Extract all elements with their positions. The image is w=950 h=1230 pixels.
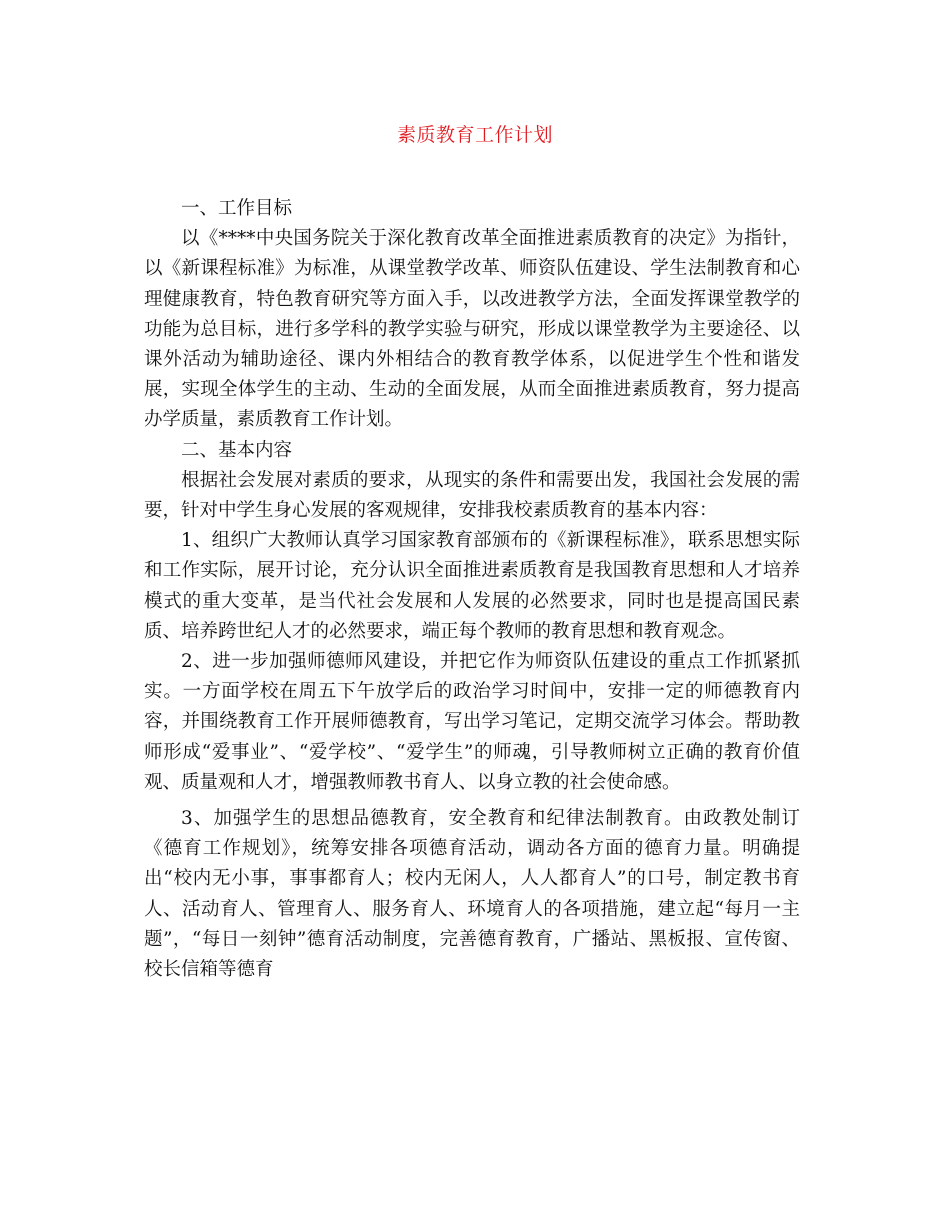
paragraph-content-intro: 根据社会发展对素质的要求，从现实的条件和需要出发，我国社会发展的需要，针对中学生身心发展的客观规律，安排我校素质教育的基本内容： <box>144 469 800 522</box>
document-body <box>144 194 800 985</box>
paragraph-item-1: 1、组织广大教师认真学习国家教育部颁布的《新课程标准》，联系思想实际和工作实际，展开讨论，充分认识全面推进素质教育是我国教育思想和人才培养模式的重大变革，是当代社会发展和人发展的必然要求，同时也是提高国民素质、培养跨世纪人才的必然要求，端正每个教师的教育思想和教育观念。 <box>144 530 800 642</box>
paragraph-goals: 以《****中央国务院关于深化教育改革全面推进素质教育的决定》为指针，以《新课程标准》为标准，从课堂教学改革、师资队伍建设、学生法制教育和心理健康教育，特色教育研究等方面入手，以改进教学方法，全面发挥课堂教学的功能为总目标，进行多学科的教学实验与研究，形成以课堂教学为主要途径、以课外活动为辅助途径、课内外相结合的教育教学体系，以促进学生个性和谐发展，实现全体学生的主动、生动的全面发展，从而全面推进素质教育，努力提高办学质量，素质教育工作计划。 <box>144 228 800 431</box>
paragraph-item-3: 3、加强学生的思想品德教育，安全教育和纪律法制教育。由政教处制订《德育工作规划》，统筹安排各项德育活动，调动各方面的德育力量。明确提出“校内无小事，事事都育人；校内无闲人，人人都育人”的口号，制定教书育人、活动育人、管理育人、服务育人、环境育人的各项措施，建立起“每月一主题”，“每日一刻钟”德育活动制度，完善德育教育，广播站、黑板报、宣传窗、校长信箱等德育 <box>144 808 800 981</box>
paragraph-item-2: 2、进一步加强师德师风建设，并把它作为师资队伍建设的重点工作抓紧抓实。一方面学校在周五下午放学后的政治学习时间中，安排一定的师德教育内容，并围绕教育工作开展师德教育，写出学习笔记，定期交流学习体会。帮助教师形成“爱事业”、“爱学校”、“爱学生”的师魂，引导教师树立正确的教育价值观、质量观和人才，增强教师教书育人、以身立教的社会使命感。 <box>144 651 800 793</box>
section-heading-goals: 一、工作目标 <box>181 198 293 219</box>
document-title: 素质教育工作计划 <box>396 124 553 146</box>
section-heading-content: 二、基本内容 <box>181 439 293 461</box>
